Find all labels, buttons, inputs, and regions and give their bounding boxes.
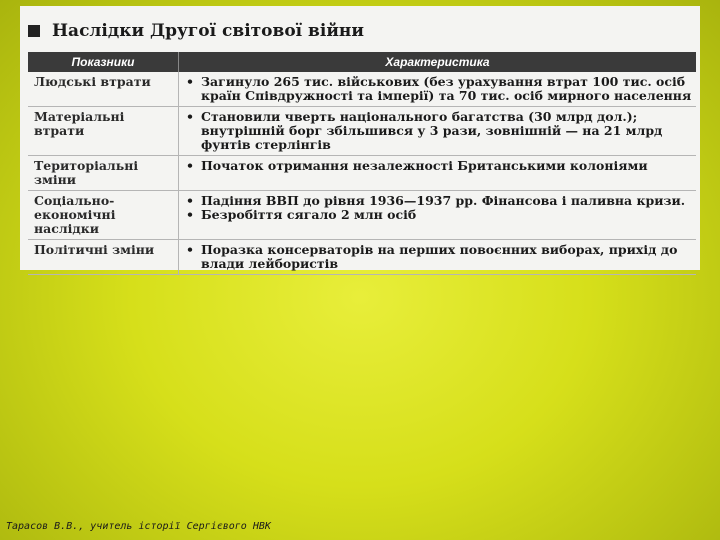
bullet-item <box>179 194 692 208</box>
bullet-dot-icon: • <box>186 242 194 257</box>
bullet-item <box>179 110 692 152</box>
bullet-text: Загинуло 265 тис. військових (без урахування втрат 100 тис. осіб країн Співдружності та імперії) та 70 тис. осіб мирного населення <box>201 74 692 103</box>
bullet-dot-icon: • <box>186 109 194 124</box>
bullet-text: Безробіття сягало 2 млн осіб <box>201 207 417 222</box>
page-title: Наслідки Другої світової війни <box>52 21 364 41</box>
row-indicator: Соціально-економічні наслідки <box>28 191 179 240</box>
row-characteristics <box>179 191 697 240</box>
bullet-text: Поразка консерваторів на перших повоєнних виборах, прихід до влади лейбористів <box>201 242 678 271</box>
bullet-item <box>179 75 692 103</box>
footer-credit: Тарасов В.В., учитель історії Сергієвого НВК <box>6 521 271 532</box>
row-characteristics <box>179 240 697 275</box>
content-card <box>20 6 700 270</box>
row-indicator: Політичні зміни <box>28 240 179 275</box>
bullet-dot-icon: • <box>186 207 194 222</box>
table-body <box>28 72 696 275</box>
bullet-item <box>179 243 692 271</box>
table-row <box>28 240 696 275</box>
title-bullet-square <box>28 25 40 37</box>
title-row <box>28 12 696 50</box>
row-indicator: Людські втрати <box>28 72 179 107</box>
table-row <box>28 107 696 156</box>
bullet-item <box>179 159 692 173</box>
table-header-row <box>28 52 696 72</box>
row-indicator: Матеріальні втрати <box>28 107 179 156</box>
bullet-text: Становили чверть національного багатства (30 млрд дол.); внутрішній борг збільшився у 3 рази, зовнішній — на 21 млрд фунтів стерлінгів <box>201 109 663 152</box>
bullet-text: Падіння ВВП до рівня 1936—1937 рр. Фінансова і паливна кризи. <box>201 193 686 208</box>
row-indicator: Територіальні зміни <box>28 156 179 191</box>
table-row <box>28 191 696 240</box>
table-row <box>28 72 696 107</box>
bullet-text: Початок отримання незалежності Британськими колоніями <box>201 158 648 173</box>
row-characteristics <box>179 72 697 107</box>
bullet-dot-icon: • <box>186 158 194 173</box>
table-row <box>28 156 696 191</box>
bullet-dot-icon: • <box>186 193 194 208</box>
header-indicators: Показники <box>28 52 179 72</box>
header-characteristics: Характеристика <box>179 52 697 72</box>
bullet-dot-icon: • <box>186 74 194 89</box>
row-characteristics <box>179 107 697 156</box>
bullet-item <box>179 208 692 222</box>
consequences-table <box>28 52 696 275</box>
row-characteristics <box>179 156 697 191</box>
